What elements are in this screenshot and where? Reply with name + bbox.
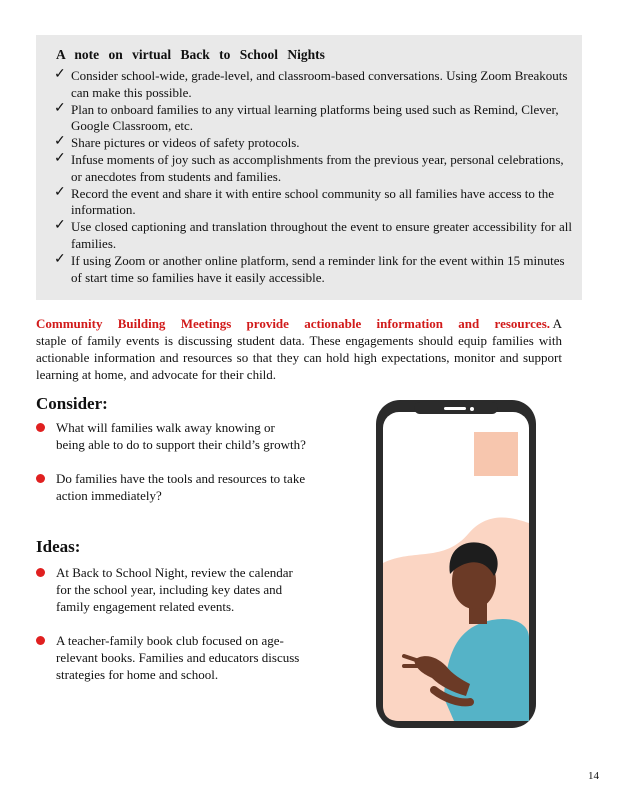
consider-heading: Consider: xyxy=(36,394,108,413)
checkmark-icon: ✓ xyxy=(54,100,66,116)
checkmark-icon: ✓ xyxy=(54,251,66,267)
checklist-item-text: Plan to onboard families to any virtual learning platforms being used such as Remind, Clever, Google Classroom, etc. xyxy=(71,101,559,134)
page-number: 14 xyxy=(588,770,599,782)
checklist-item-text: If using Zoom or another online platform, send a reminder link for the event within 15 minutes of start time so families have it easily accessible. xyxy=(71,252,565,285)
checklist-item-text: Record the event and share it with entire school community so all families have access to the information. xyxy=(71,185,555,218)
checklist-item xyxy=(54,102,572,136)
bullet-icon xyxy=(36,474,45,483)
bullet-icon xyxy=(36,636,45,645)
checkmark-icon: ✓ xyxy=(54,184,66,200)
speaker-icon xyxy=(444,407,466,410)
checklist-item xyxy=(54,135,572,152)
checklist-item xyxy=(54,219,572,253)
list-item xyxy=(36,564,306,615)
checkmark-icon: ✓ xyxy=(54,134,66,150)
ideas-heading: Ideas: xyxy=(36,537,81,556)
checklist-item xyxy=(54,68,572,102)
virtual-back-to-school-note xyxy=(36,35,582,300)
list-item-text: A teacher-family book club focused on age-relevant books. Families and educators discuss strategies for home and school. xyxy=(56,633,300,682)
checkmark-icon: ✓ xyxy=(54,218,66,234)
ideas-list xyxy=(36,564,306,700)
bullet-icon xyxy=(36,568,45,577)
peach-square xyxy=(474,432,518,476)
smartphone-illustration xyxy=(374,398,538,730)
list-item xyxy=(36,632,306,683)
community-building-paragraph xyxy=(36,315,562,383)
highlight-text: Community Building Meetings provide actionable information and resources. xyxy=(36,316,551,331)
list-item xyxy=(36,470,306,504)
intro-text: A staple of family events is discussing student data. These engagements should equip families with actionable information and resources so that they can hold high expectations, monitor and support learning at home, and advocate for their child. xyxy=(36,316,562,382)
checklist-item-text: Share pictures or videos of safety protocols. xyxy=(71,135,300,151)
checklist-item-text: Consider school-wide, grade-level, and classroom-based conversations. Using Zoom Breakouts can make this possible. xyxy=(71,68,568,100)
checklist-item-text: Use closed captioning and translation throughout the event to ensure greater accessibility for all families. xyxy=(71,219,572,251)
list-item xyxy=(36,419,306,453)
list-item-text: Do families have the tools and resources to take action immediately? xyxy=(56,471,306,503)
note-checklist xyxy=(54,68,572,286)
checkmark-icon: ✓ xyxy=(54,67,66,82)
checklist-item-text: Infuse moments of joy such as accomplishments from the previous year, personal celebrations, or anecdotes from students and families. xyxy=(71,151,564,184)
list-item-text: At Back to School Night, review the calendar for the school year, including key dates and family engagement related events. xyxy=(56,565,293,614)
list-item-text: What will families walk away knowing or being able to do to support their child’s growth? xyxy=(56,420,306,452)
checklist-item xyxy=(54,253,572,287)
checklist-item xyxy=(54,186,572,220)
bullet-icon xyxy=(36,423,45,432)
checklist-item xyxy=(54,152,572,186)
camera-icon xyxy=(470,407,474,411)
checkmark-icon: ✓ xyxy=(54,150,66,166)
consider-list xyxy=(36,419,306,521)
note-title: A note on virtual Back to School Nights xyxy=(56,47,325,62)
